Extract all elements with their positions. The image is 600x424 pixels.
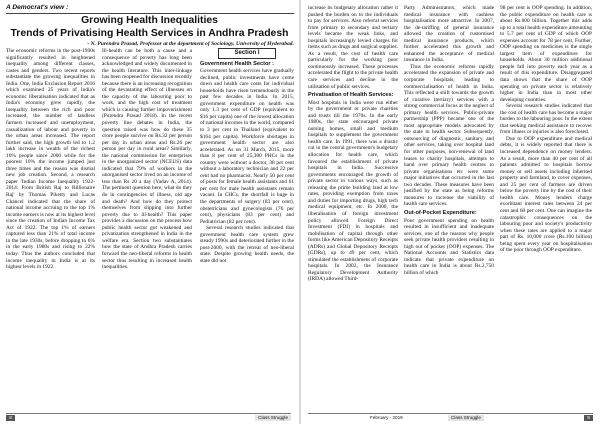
byline-affiliation: Professor at the department of Sociology, University of Hyderabad. xyxy=(138,41,294,47)
right-footer xyxy=(308,413,593,422)
left-footer xyxy=(6,413,291,422)
journal-name: Class Struggle xyxy=(448,415,484,421)
right-page xyxy=(301,0,600,424)
issue-date: February - 2019 xyxy=(370,415,403,420)
section-label: A Democrat's view : xyxy=(6,4,69,11)
right-column-2 xyxy=(404,5,494,411)
paragraph: Several research studies indicated that the cost of health care has become a major burden to the labouring poor. In the extent that seeking medical assistance to recover from illness or injuries is also foreclosed. xyxy=(500,103,592,136)
article-subtitle: Trends of Privatising Health Services in Andhra Pradesh xyxy=(10,28,289,39)
paragraph: Several research studies indicated that government health care system grew steady 1990s and deteriorated further in the post-2000, with the retreat of neo-liberal state. Despite growing health needs, the state did not xyxy=(200,225,294,264)
paragraph: Ill-health can be both a cause and a consequence of poverty has long been acknowledged and widely documented in the health literature. This inter-linkage has been reopened for discussion recently because there is an increasing recognition of the devastating effect of illnesses on the capacity of the labouring poor to work, and the high cost of treatment which is causing further impoverishment (Purendra Prasad 2018). In the recent poverty line debates in India, the question raised was how do these 35 crore people survive on Rs.32 per person per day in urban areas and Rs.26 per person per day in rural areas? Similarly, the national commission for enterprises in the unorganized sector (NCEUS) data indicated that 79% of workers in the unorganised sector lived on an income of less than Rs 20 a day (Yadav A, 2014). The pertinent question here, what do they do in contingencies of illness, old age and death? And how do they protect themselves from slipping into further poverty due to ill-health? This paper provides a discussion on the process how public health sector got weakened and privatization strengthened in India in the welfare era. Section two substantiates how the state of Andhra Pradesh carries forward the neo-liberal reforms in health sector thus resulting in increased health inequalities. xyxy=(102,48,192,271)
paragraph: Government health services have gradually declined, public investments have come down and health care costs for individual households have risen tremendously in the past few decades in India. In 2015, government expenditure on health was only 1.3 per cent of GDP (equivalent to $16 per capita) one of the lowest allocation of national incomes in the world, compared to 3 per cent in Thailand (equivalent to $164 per capita). Workforce shortages in government health sector are also accelerated. As on 31 March, 2015, more than 8 per cent of 25,300 PHCs in the country were without a doctor, 38 per cent without a laboratory technician and 22 per cent had no pharmacist. Nearly 50 per cent of posts for female health assistants and 61 per cent for male health assistants remain vacant. In CHCs, the shortfall is huge in the departments of surgery (83 per cent), obstetricians and gynecologists (76 per cent), physicians (83 per cent) and Pediatrician (82 per cent). xyxy=(200,68,294,225)
section-heading: Section I xyxy=(218,48,276,59)
journal-name: Class Struggle xyxy=(255,415,291,421)
left-column-2 xyxy=(102,48,192,410)
paragraph: 98 per cent is OOP spending. In addition, the public expenditure on health care is about Rs.600 billion. Together this adds up to a total health expenditure amounting to 5.7 per cent of GDP of which OOP expenses account for 78 per cent. Further, OOP spending on medicines is the single largest item of expenditure for households. About 30 million additional people fall into poverty each year as a result of this expenditure. Disaggregated data shows that the share of OOP spending on private sector is relatively higher in India than in most other developing countries. xyxy=(500,5,592,103)
paragraph: increase its budgetary allocation rather it pushed the burden on to the individuals to pay for services. Also referral services from primary to secondary and tertiary levels became the weak links, and hospitals increasingly levied charges for items such as drugs and surgical supplies. As a result, the cost of health care particularly for the working poor continuously increased. These processes accelerated the flight to the private health care services and decline in the utilisation of public services. xyxy=(308,5,398,90)
paragraph: The economic reforms in the post-1990s significantly resulted in heightened inequality among different classes, castes and genders. Two recent reports substantiate the growing inequalities in India. One, India Exclusion Report 2016 which examined 25 years of India's economic liberalisation indicated that as India's economy grew rapidly, the inequality between the rich and poor increased, the number of landless farmers increased and unemployment, casualization of labour and poverty in the urban areas increased. The report further said, the high growth led to 1.2 lakh increase in wealth of the richest 10% people since 2000 while for the poorest 10% the income jumped just three times and the reason was dismal new job creation. Second, a research paper 'Indian Income Inequality 1922-2014: From British Raj to Billionaire Raj' by Thomas Piketty and Lucas Chancel indicated that the share of national income accruing to the top 1% income earners is now at its highest level since the creation of Indian Income Tax Act of 1922. The top 1% of earners captured less than 21% of total income in the late 1930s, before dropping to 6% in the early 1980s and rising to 22% today. Thus the authors concluded that income inequality in India is at its highest levels in 1922. xyxy=(6,48,95,271)
subheading: Out-of-Pocket Expenditure: xyxy=(404,209,477,216)
left-column-1 xyxy=(6,48,95,410)
left-page xyxy=(0,0,299,424)
page-number: 9 xyxy=(584,415,593,421)
paragraph: Due to OOP expenditure and medical debts, it is widely reported that there is increased dependence on money lenders. As a result, more than 40 per cent of all patients admitted to hospitals borrow money or sell assets including inherited property and farmland, to cover expenses, and 25 per cent of farmers are driven below the poverty line by the cost of their health care. Money lenders charge exorbitant interest rates between 24 per cent and 60 per cent. One can imagine the catastrophic consequences on the labouring poor and society's productivity when these rates are applied to a major part of Rs. 10,000 crore (Rs.100 billion) being spent every year on hospitalisation of the poor through OOP expenditure. xyxy=(500,135,592,254)
paragraph: Party Administrators, which made medical insurance with cashless hospitalisation more attractive. In 2007, the de-tariffing of general insurance allowed the creation of customised medical insurance products, which further accelerated this growth and enhanced the acceptance of medical insurance in India. xyxy=(404,5,494,64)
right-column-3 xyxy=(500,5,592,411)
left-column-3 xyxy=(200,48,294,410)
article-title: Growing Health Inequalities xyxy=(81,15,218,26)
byline-author: - N. Purendra Prasad, xyxy=(87,41,139,47)
paragraph: Thus the economic reforms rapidly accelerated the expansion of private and corporate hospitals, leading to commercialisation of health in India. This reflected a shift towards the growth of curative (tertiary) services with a strong commercial focus at the neglect of primary health services. Public-private partnership (PPP) became one of the most appropriate models advocated by the state in health sector. Subsequently, outsourcing of diagnostic, sanitary, and other services, taking over hospital land for other purposes, non-renewal of land leases to charity hospitals, attempts to hand over primary health centres to private organisations etc were some major initiatives that occurred in the last two decades. These measures have been justified by the state as being reforms measures to increase the viability of health care services. xyxy=(404,63,494,208)
paragraph: Most hospitals in India were run either by the government or private charities and trusts till the 1970s. In the early 1980s, the state encouraged private nursing homes, small and medium hospitals to supplement the government health care. In 1991, there was a drastic cut in the central government's budgetary allocation for health care, which favoured the establishment of private hospitals in India. Successive governments encouraged the growth of private sector in various ways, such as releasing the prime building land at low rates, providing exemption from taxes and duties for importing drugs, high tech medical equipment, etc. In 2000, the liberalisation of foreign investment policy allowed Foreign Direct Investment (FDI) in hospitals and mobilisation of capital through other forms like American Depository Receipts (ADRs) and Global Depository Receipts (GDRs), up to 49 per cent, which stimulated the establishment of corporate hospitals. In 2002, the Insurance Regulatory Development Authority (IRDA) allowed Third- xyxy=(308,99,398,283)
subheading: Privatisation of Health Services: xyxy=(308,92,394,99)
page-number: 8 xyxy=(6,415,15,421)
byline xyxy=(6,41,294,47)
subheading: Government Health Sector : xyxy=(200,60,274,67)
paragraph: Poor government spending on health resulted in insufficient and inadequate services, one of the reasons why people seek private health providers resulting in high out of pocket (OOP) expenses. The National Accounts and Statistics data indicate that private expenditure on health care in India is about Rs.2,750 billion of which xyxy=(404,217,494,276)
right-column-1 xyxy=(308,5,398,411)
